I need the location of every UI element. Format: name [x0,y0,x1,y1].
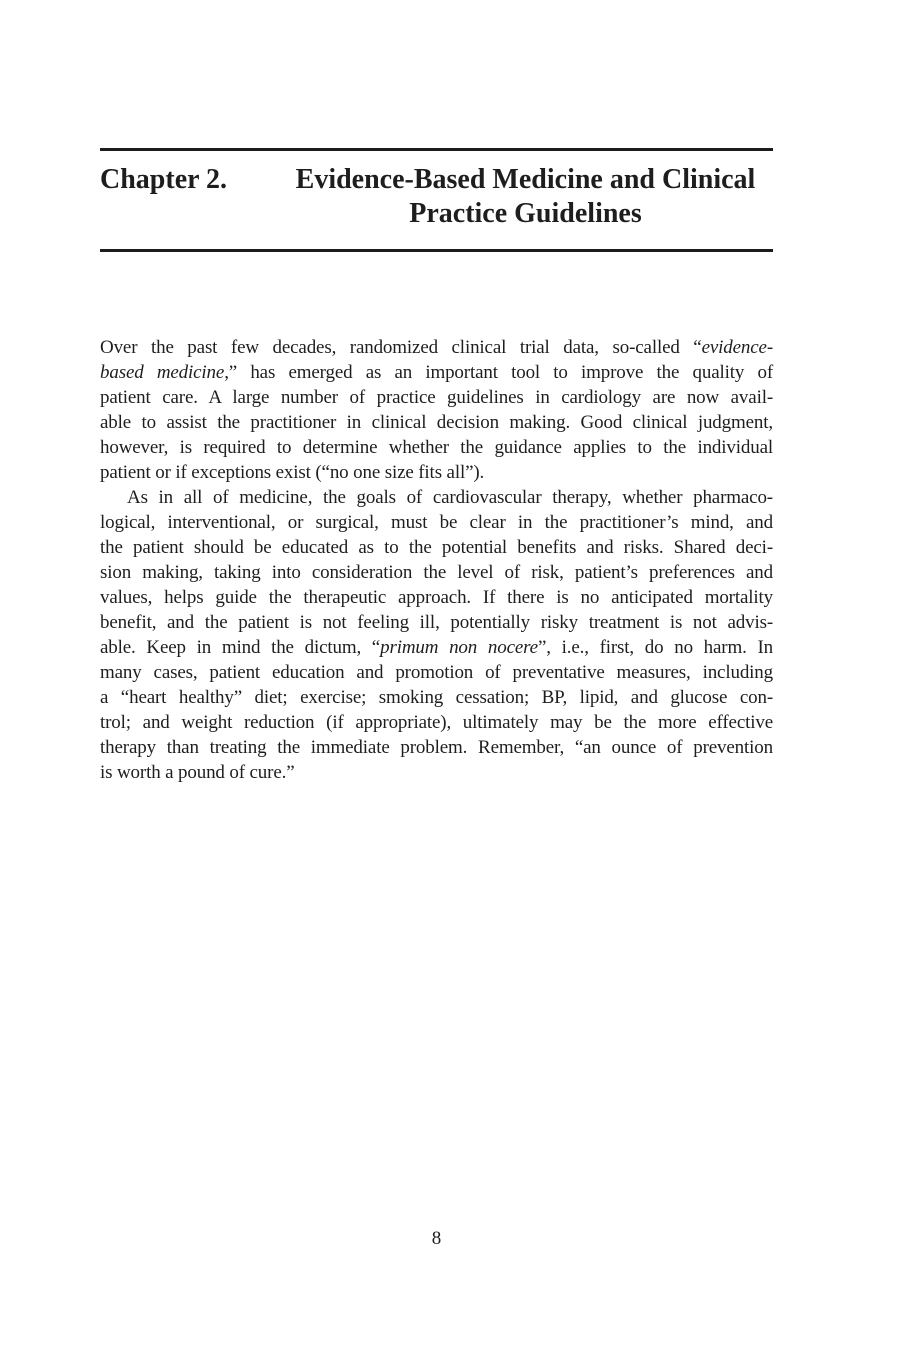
text-line [100,610,773,635]
text-segment: however, is required to determine whether the guidance applies to the individual [100,437,773,458]
text-line [100,460,773,485]
text-line [100,335,773,360]
text-segment: As in all of medicine, the goals of cardiovascular therapy, whether pharmaco- [127,487,773,508]
chapter-heading [100,151,773,249]
italic-text-segment: based medicine [100,362,225,383]
text-segment: patient care. A large number of practice guidelines in cardiology are now avail- [100,387,773,408]
chapter-title-line2: Practice Guidelines [409,198,642,229]
chapter-title-line1: Evidence-Based Medicine and Clinical [295,164,756,195]
chapter-title [278,163,773,231]
text-line [100,585,773,610]
text-segment: ”, i.e., first, do no harm. In [537,637,773,658]
text-segment: able. Keep in mind the dictum, “ [100,637,381,658]
page-number: 8 [431,1228,442,1249]
text-segment: sion making, taking into consideration the level of risk, patient’s preferences and [100,562,773,583]
italic-text-segment: evidence- [701,337,773,358]
text-segment: values, helps guide the therapeutic approach. If there is no anticipated mortality [100,587,773,608]
text-line [100,485,773,510]
text-line [100,360,773,385]
chapter-label: Chapter 2. [100,164,228,195]
chapter-header [100,148,773,252]
text-segment: patient or if exceptions exist (“no one size fits all”). [100,462,485,483]
text-line [100,660,773,685]
text-segment: logical, interventional, or surgical, must be clear in the practitioner’s mind, and [100,512,773,533]
text-segment: trol; and weight reduction (if appropriate), ultimately may be the more effective [100,712,773,733]
bottom-rule [100,249,773,252]
text-segment: therapy than treating the immediate problem. Remember, “an ounce of prevention [100,737,773,758]
text-line [100,760,773,785]
text-segment: is worth a pound of cure.” [100,762,295,783]
text-segment: benefit, and the patient is not feeling ill, potentially risky treatment is not advis- [100,612,773,633]
text-line [100,385,773,410]
text-line [100,710,773,735]
text-line [100,535,773,560]
text-segment: many cases, patient education and promotion of preventative measures, including [100,662,773,683]
text-line [100,510,773,535]
text-line [100,685,773,710]
text-line [100,560,773,585]
text-line [100,735,773,760]
text-line [100,435,773,460]
text-line [100,635,773,660]
text-segment: able to assist the practitioner in clinical decision making. Good clinical judgment, [100,412,773,433]
body-text [100,335,773,785]
text-segment: Over the past few decades, randomized clinical trial data, so-called “ [100,337,702,358]
text-segment: ,” has emerged as an important tool to improve the quality of [224,362,773,383]
italic-text-segment: primum non nocere [380,637,538,658]
page-footer [100,1226,773,1251]
text-segment: a “heart healthy” diet; exercise; smoking cessation; BP, lipid, and glucose con- [100,687,773,708]
text-segment: the patient should be educated as to the potential benefits and risks. Shared deci- [100,537,773,558]
text-line [100,410,773,435]
